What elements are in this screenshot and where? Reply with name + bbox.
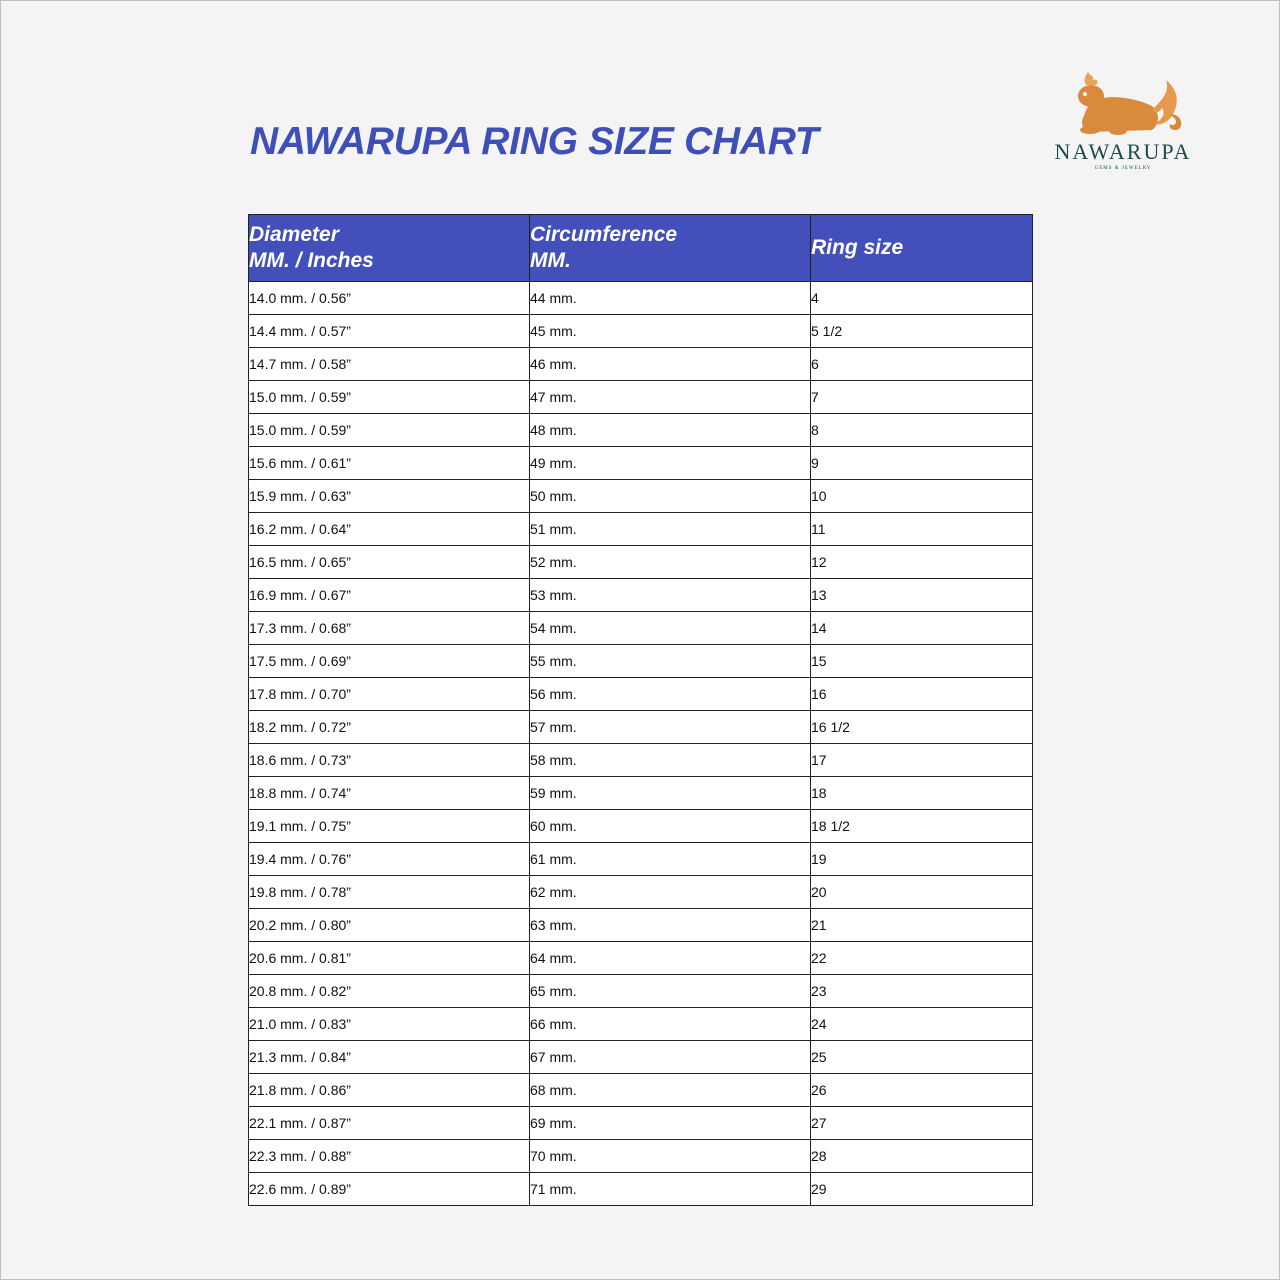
ring-size-table xyxy=(248,214,1033,1206)
cell-circumference: 68 mm. xyxy=(530,1074,811,1107)
cell-ring-size: 9 xyxy=(811,447,1033,480)
cell-ring-size: 21 xyxy=(811,909,1033,942)
cell-circumference: 56 mm. xyxy=(530,678,811,711)
table-row xyxy=(249,1140,1033,1173)
cell-circumference: 49 mm. xyxy=(530,447,811,480)
brand-name: NAWARUPA xyxy=(1054,139,1192,164)
cell-ring-size: 26 xyxy=(811,1074,1033,1107)
cell-ring-size: 18 xyxy=(811,777,1033,810)
table-row xyxy=(249,480,1033,513)
cell-circumference: 71 mm. xyxy=(530,1173,811,1206)
cell-ring-size: 8 xyxy=(811,414,1033,447)
cell-diameter: 15.0 mm. / 0.59” xyxy=(249,381,530,414)
cell-circumference: 57 mm. xyxy=(530,711,811,744)
table-row xyxy=(249,1041,1033,1074)
cell-diameter: 17.5 mm. / 0.69” xyxy=(249,645,530,678)
cell-circumference: 53 mm. xyxy=(530,579,811,612)
cell-ring-size: 12 xyxy=(811,546,1033,579)
cell-ring-size: 16 1/2 xyxy=(811,711,1033,744)
cell-circumference: 66 mm. xyxy=(530,1008,811,1041)
cell-ring-size: 7 xyxy=(811,381,1033,414)
cell-circumference: 59 mm. xyxy=(530,777,811,810)
table-row xyxy=(249,810,1033,843)
cell-diameter: 14.4 mm. / 0.57” xyxy=(249,315,530,348)
cell-circumference: 58 mm. xyxy=(530,744,811,777)
cell-circumference: 44 mm. xyxy=(530,282,811,315)
cell-diameter: 19.1 mm. / 0.75” xyxy=(249,810,530,843)
cell-ring-size: 13 xyxy=(811,579,1033,612)
cell-diameter: 16.5 mm. / 0.65” xyxy=(249,546,530,579)
cell-ring-size: 20 xyxy=(811,876,1033,909)
cell-ring-size: 19 xyxy=(811,843,1033,876)
cell-circumference: 51 mm. xyxy=(530,513,811,546)
cell-ring-size: 24 xyxy=(811,1008,1033,1041)
table-row xyxy=(249,1107,1033,1140)
cell-circumference: 45 mm. xyxy=(530,315,811,348)
cell-circumference: 46 mm. xyxy=(530,348,811,381)
table-row xyxy=(249,282,1033,315)
cell-ring-size: 6 xyxy=(811,348,1033,381)
lion-mascot-icon xyxy=(1066,70,1186,140)
table-row xyxy=(249,777,1033,810)
cell-diameter: 21.3 mm. / 0.84” xyxy=(249,1041,530,1074)
header-circumference-line1: Circumference xyxy=(530,223,678,246)
cell-circumference: 47 mm. xyxy=(530,381,811,414)
cell-diameter: 16.9 mm. / 0.67” xyxy=(249,579,530,612)
cell-ring-size: 28 xyxy=(811,1140,1033,1173)
cell-diameter: 15.9 mm. / 0.63” xyxy=(249,480,530,513)
table-row xyxy=(249,612,1033,645)
table-body xyxy=(249,282,1033,1206)
cell-diameter: 14.7 mm. / 0.58” xyxy=(249,348,530,381)
cell-ring-size: 17 xyxy=(811,744,1033,777)
cell-diameter: 20.6 mm. / 0.81” xyxy=(249,942,530,975)
cell-diameter: 20.2 mm. / 0.80” xyxy=(249,909,530,942)
cell-diameter: 19.4 mm. / 0.76” xyxy=(249,843,530,876)
table-row xyxy=(249,975,1033,1008)
table-row xyxy=(249,579,1033,612)
header-ring-size-line1: Ring size xyxy=(811,236,904,259)
header-ring-size xyxy=(811,215,1033,282)
header-circumference xyxy=(530,215,811,282)
table-row xyxy=(249,315,1033,348)
table-row xyxy=(249,843,1033,876)
cell-ring-size: 22 xyxy=(811,942,1033,975)
cell-ring-size: 16 xyxy=(811,678,1033,711)
table-row xyxy=(249,1173,1033,1206)
cell-diameter: 16.2 mm. / 0.64” xyxy=(249,513,530,546)
cell-ring-size: 4 xyxy=(811,282,1033,315)
cell-ring-size: 18 1/2 xyxy=(811,810,1033,843)
table-row xyxy=(249,678,1033,711)
cell-circumference: 61 mm. xyxy=(530,843,811,876)
cell-circumference: 52 mm. xyxy=(530,546,811,579)
cell-diameter: 22.1 mm. / 0.87” xyxy=(249,1107,530,1140)
cell-diameter: 18.6 mm. / 0.73” xyxy=(249,744,530,777)
cell-circumference: 64 mm. xyxy=(530,942,811,975)
cell-circumference: 67 mm. xyxy=(530,1041,811,1074)
cell-diameter: 18.2 mm. / 0.72” xyxy=(249,711,530,744)
cell-ring-size: 5 1/2 xyxy=(811,315,1033,348)
table-row xyxy=(249,876,1033,909)
table-row xyxy=(249,909,1033,942)
header-diameter-line2: MM. / Inches xyxy=(249,249,374,272)
page-title: NAWARUPA RING SIZE CHART xyxy=(250,120,819,163)
cell-circumference: 63 mm. xyxy=(530,909,811,942)
cell-diameter: 15.6 mm. / 0.61” xyxy=(249,447,530,480)
table-row xyxy=(249,546,1033,579)
table-row xyxy=(249,381,1033,414)
cell-circumference: 48 mm. xyxy=(530,414,811,447)
cell-circumference: 65 mm. xyxy=(530,975,811,1008)
cell-ring-size: 10 xyxy=(811,480,1033,513)
cell-ring-size: 23 xyxy=(811,975,1033,1008)
cell-ring-size: 29 xyxy=(811,1173,1033,1206)
table-row xyxy=(249,348,1033,381)
table-row xyxy=(249,414,1033,447)
cell-circumference: 62 mm. xyxy=(530,876,811,909)
header-circumference-line2: MM. xyxy=(530,249,571,272)
table-row xyxy=(249,1074,1033,1107)
cell-diameter: 21.0 mm. / 0.83” xyxy=(249,1008,530,1041)
table-row xyxy=(249,942,1033,975)
table-row xyxy=(249,513,1033,546)
cell-diameter: 19.8 mm. / 0.78” xyxy=(249,876,530,909)
cell-diameter: 18.8 mm. / 0.74” xyxy=(249,777,530,810)
table-row xyxy=(249,711,1033,744)
cell-diameter: 22.3 mm. / 0.88” xyxy=(249,1140,530,1173)
cell-diameter: 17.8 mm. / 0.70” xyxy=(249,678,530,711)
cell-circumference: 55 mm. xyxy=(530,645,811,678)
cell-circumference: 50 mm. xyxy=(530,480,811,513)
cell-circumference: 70 mm. xyxy=(530,1140,811,1173)
cell-ring-size: 14 xyxy=(811,612,1033,645)
cell-circumference: 54 mm. xyxy=(530,612,811,645)
cell-ring-size: 11 xyxy=(811,513,1033,546)
cell-circumference: 60 mm. xyxy=(530,810,811,843)
cell-diameter: 20.8 mm. / 0.82” xyxy=(249,975,530,1008)
cell-ring-size: 25 xyxy=(811,1041,1033,1074)
header-diameter xyxy=(249,215,530,282)
table-row xyxy=(249,1008,1033,1041)
table-header-row xyxy=(249,215,1033,282)
cell-ring-size: 15 xyxy=(811,645,1033,678)
cell-diameter: 14.0 mm. / 0.56” xyxy=(249,282,530,315)
cell-circumference: 69 mm. xyxy=(530,1107,811,1140)
cell-diameter: 22.6 mm. / 0.89” xyxy=(249,1173,530,1206)
cell-diameter: 15.0 mm. / 0.59” xyxy=(249,414,530,447)
table-row xyxy=(249,744,1033,777)
cell-ring-size: 27 xyxy=(811,1107,1033,1140)
brand-logo xyxy=(1030,70,1220,180)
cell-diameter: 17.3 mm. / 0.68” xyxy=(249,612,530,645)
table-row xyxy=(249,645,1033,678)
brand-tagline: GEMS & JEWELRY xyxy=(1094,166,1152,171)
table-row xyxy=(249,447,1033,480)
header-diameter-line1: Diameter xyxy=(249,223,339,246)
cell-diameter: 21.8 mm. / 0.86” xyxy=(249,1074,530,1107)
